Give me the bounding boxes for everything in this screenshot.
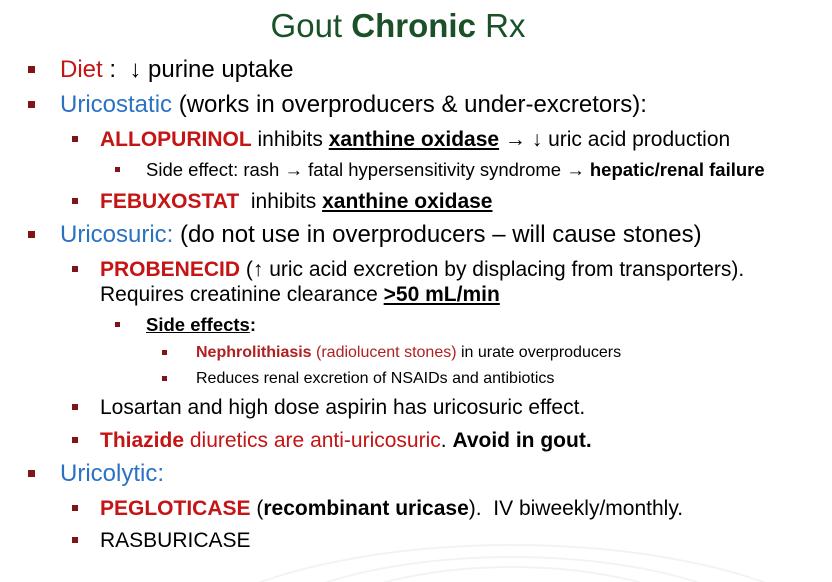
page-title [0, 6, 814, 46]
watermark-arc [230, 556, 794, 582]
outline-item-uricostatic [0, 91, 832, 120]
text-segment: ). IV biweekly/monthly. [468, 496, 684, 520]
text-segment: inhibits [251, 128, 329, 152]
outline-text [60, 91, 647, 120]
outline-item-uricosuric [0, 221, 832, 250]
outline-item-thiazide [0, 428, 832, 453]
text-segment: Requires creatinine clearance [100, 282, 384, 306]
outline-text [60, 460, 164, 489]
outline-item-rasburicase [0, 528, 832, 553]
text-segment: Uricolytic: [60, 459, 165, 487]
outline-item-probenecid [0, 257, 832, 307]
text-segment: >50 mL/min [383, 282, 500, 306]
text-segment: → ↓ uric acid production [499, 128, 731, 152]
text-segment: Losartan and high dose aspirin has uricosuric effect. [100, 396, 586, 420]
outline-item-diet [0, 56, 832, 85]
square-bullet-icon [162, 350, 167, 355]
outline [0, 56, 832, 553]
outline-text [100, 257, 750, 307]
slide-content [0, 6, 832, 553]
text-segment: : [249, 313, 257, 335]
text-segment: Reduces renal excretion of NSAIDs and antibiotics [196, 370, 555, 388]
text-segment: Avoid in gout. [452, 428, 592, 452]
text-segment: PEGLOTICASE [100, 496, 251, 520]
outline-text [196, 343, 621, 362]
text-segment: (do not use in overproducers – will cause stones) [173, 220, 702, 248]
title-bold: Chronic [351, 7, 476, 44]
text-segment: recombinant uricase [263, 496, 469, 520]
outline-text [146, 159, 765, 181]
square-bullet-icon [72, 437, 78, 443]
text-segment: FEBUXOSTAT [100, 189, 240, 213]
text-segment: ↓ purine uptake [129, 55, 294, 83]
text-segment: : [102, 55, 130, 83]
text-segment: diuretics are anti-uricosuric [184, 428, 441, 452]
outline-text [60, 56, 293, 85]
text-segment: ALLOPURINOL [100, 128, 252, 152]
square-bullet-icon [162, 376, 167, 381]
text-segment: xanthine oxidase [328, 128, 500, 152]
square-bullet-icon [72, 505, 78, 511]
text-segment: (radiolucent stones) [311, 344, 457, 362]
text-segment: Thiazide [100, 428, 185, 452]
square-bullet-icon [72, 537, 78, 543]
outline-item-uricolytic [0, 460, 832, 489]
outline-text [100, 428, 592, 453]
text-segment: . [440, 428, 453, 452]
square-bullet-icon [28, 66, 35, 73]
text-segment: Uricosuric: [60, 220, 174, 248]
text-segment: RASBURICASE [100, 528, 251, 552]
outline-item-allopurinol [0, 127, 832, 152]
outline-item-allopurinol-side-effect [0, 159, 832, 181]
outline-item-reduces-excretion [0, 369, 832, 388]
outline-item-losartan [0, 395, 832, 420]
text-segment: Side effect: rash → fatal hypersensitivity syndrome → [146, 159, 590, 181]
square-bullet-icon [72, 266, 78, 272]
outline-item-probenecid-side-effects [0, 314, 832, 336]
text-segment: Side effects [146, 313, 250, 335]
outline-text [60, 221, 702, 250]
outline-text [196, 369, 554, 388]
outline-text [100, 189, 492, 214]
square-bullet-icon [28, 101, 35, 108]
square-bullet-icon [115, 322, 120, 327]
text-segment: (works in overproducers & under-excretors): [172, 91, 647, 119]
outline-text [100, 528, 251, 553]
text-segment: (↑ uric acid excretion by displacing from transporters). [240, 257, 751, 281]
text-segment: ( [250, 496, 264, 520]
title-pre: Gout [270, 7, 352, 44]
square-bullet-icon [28, 470, 35, 477]
text-segment: Nephrolithiasis [196, 344, 312, 362]
text-segment: hepatic/renal failure [589, 159, 765, 181]
text-segment: xanthine oxidase [322, 189, 493, 213]
square-bullet-icon [28, 231, 35, 238]
outline-item-pegloticase [0, 496, 832, 521]
text-segment: PROBENECID [100, 257, 241, 281]
square-bullet-icon [72, 404, 78, 410]
text-segment: Uricostatic [60, 91, 173, 119]
text-segment: Diet [60, 55, 103, 83]
outline-text [146, 314, 256, 336]
outline-text [100, 496, 683, 521]
watermark-arc [300, 566, 724, 582]
outline-item-febuxostat [0, 189, 832, 214]
outline-item-nephrolithiasis [0, 343, 832, 362]
square-bullet-icon [115, 167, 120, 172]
text-segment: inhibits [239, 189, 323, 213]
square-bullet-icon [72, 198, 78, 204]
square-bullet-icon [72, 136, 78, 142]
outline-text [100, 127, 730, 152]
text-segment: in urate overproducers [456, 344, 622, 362]
title-post: Rx [475, 7, 526, 44]
outline-text [100, 395, 585, 420]
